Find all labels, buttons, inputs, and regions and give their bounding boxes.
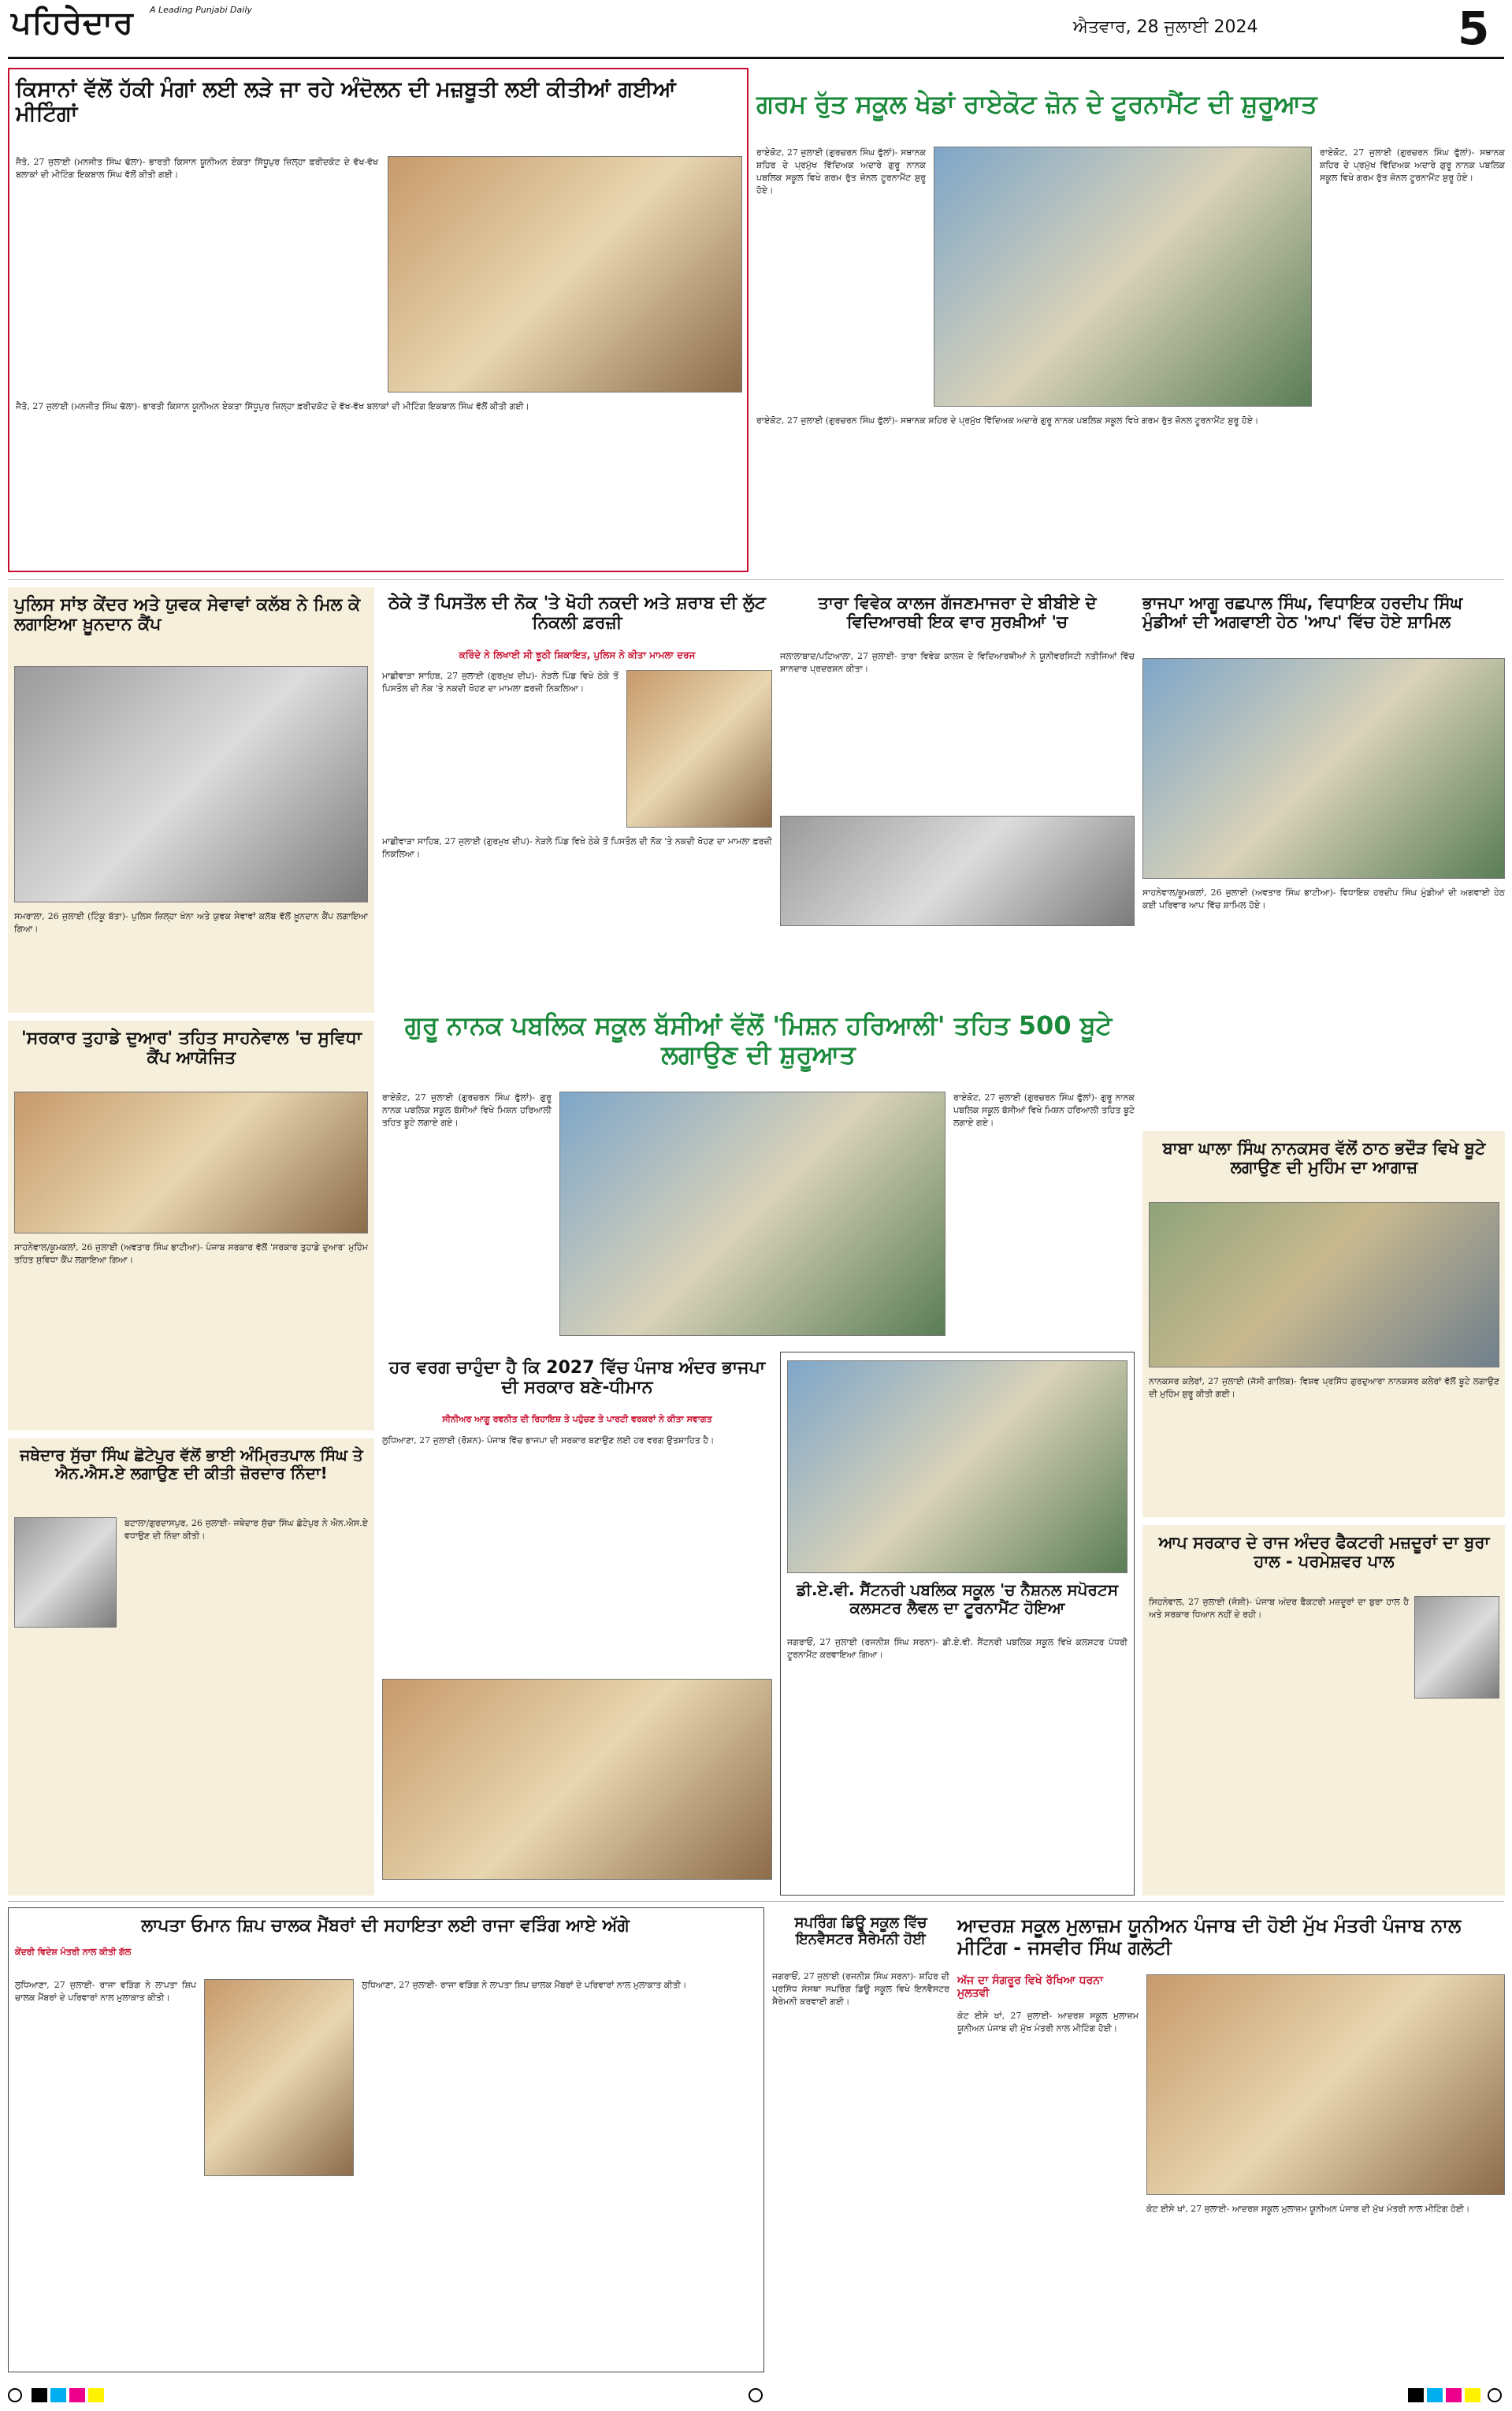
article-body: ਲੁਧਿਆਣਾ, 27 ਜੁਲਾਈ (ਰੋਸ਼ਨ)- ਪੰਜਾਬ ਵਿੱਚ ਭਾਜਪਾ ਦੀ ਸਰਕਾਰ ਬਣਾਉਣ ਲਈ ਹਰ ਵਰਗ ਉਤਸ਼ਾਹਿਤ ਹੈ। <box>382 1435 715 1445</box>
headline: ਕਿਸਾਨਾਂ ਵੱਲੋਂ ਹੱਕੀ ਮੰਗਾਂ ਲਈ ਲੜੇ ਜਾ ਰਹੇ ਅੰਦੋਲਨ ਦੀ ਮਜ਼ਬੂਤੀ ਲਈ ਕੀਤੀਆਂ ਗਈਆਂ ਮੀਟਿੰਗਾਂ <box>16 77 676 127</box>
article-spring-dew <box>772 1907 949 2372</box>
headline: ਪੁਲਿਸ ਸਾਂਝ ਕੇਂਦਰ ਅਤੇ ਯੁਵਕ ਸੇਵਾਵਾਂ ਕਲੱਬ ਨੇ ਮਿਲ ਕੇ ਲਗਾਇਆ ਖ਼ੂਨਦਾਨ ਕੈਂਪ <box>14 595 361 635</box>
headline: ਗੁਰੂ ਨਾਨਕ ਪਬਲਿਕ ਸਕੂਲ ਬੱਸੀਆਂ ਵੱਲੋਂ 'ਮਿਸ਼ਨ ਹਰਿਆਲੀ' ਤਹਿਤ 500 ਬੂਟੇ ਲਗਾਉਣ ਦੀ ਸ਼ੁਰੂਆਤ <box>404 1010 1113 1070</box>
article-body-continued: ਲੁਧਿਆਣਾ, 27 ਜੁਲਾਈ- ਰਾਜਾ ਵੜਿੰਗ ਨੇ ਲਾਪਤਾ ਸ਼ਿਪ ਚਾਲਕ ਮੈਂਬਰਾਂ ਦੇ ਪਰਿਵਾਰਾਂ ਨਾਲ ਮੁਲਾਕਾਤ ਕੀਤੀ। <box>362 1980 687 1990</box>
article-photo <box>1142 658 1505 879</box>
article-photo <box>204 1979 354 2176</box>
article-photo <box>382 1679 772 1880</box>
article-body: ਜਲਾਲਾਬਾਦ/ਪਟਿਆਲਾ, 27 ਜੁਲਾਈ- ਤਾਰਾ ਵਿਵੇਕ ਕਾਲਜ ਦੇ ਵਿਦਿਆਰਥੀਆਂ ਨੇ ਯੂਨੀਵਰਸਿਟੀ ਨਤੀਜਿਆਂ ਵਿੱਚ ਸ਼ਾਨਦਾਰ ਪ੍ਰਦਰਸ਼ਨ ਕੀਤਾ। <box>780 651 1135 674</box>
article-body-continued: ਜੈਤੋ, 27 ਜੁਲਾਈ (ਮਨਜੀਤ ਸਿੰਘ ਢੱਲਾ)- ਭਾਰਤੀ ਕਿਸਾਨ ਯੂਨੀਅਨ ਏਕਤਾ ਸਿੱਧੂਪੁਰ ਜ਼ਿਲ੍ਹਾ ਫ਼ਰੀਦਕੋਟ ਦੇ ਵੱਖ-ਵੱਖ ਬਲਾਕਾਂ ਦੀ ਮੀਟਿੰਗ ਇਕਬਾਲ ਸਿੰਘ ਵੱਲੋਂ ਕੀਤੀ ਗਈ। <box>16 401 529 411</box>
article-fake-robbery <box>382 587 772 997</box>
subhead: ਅੱਜ ਦਾ ਸੰਗਰੂਰ ਵਿਖੇ ਰੱਖਿਆ ਧਰਨਾ ਮੁਲਤਵੀ <box>957 1974 1103 2000</box>
article-bjp-to-aap <box>1142 587 1505 1123</box>
color-swatch <box>88 2388 104 2402</box>
headline: ਠੇਕੇ ਤੋਂ ਪਿਸਤੌਲ ਦੀ ਨੋਕ 'ਤੇ ਖੋਹੀ ਨਕਦੀ ਅਤੇ ਸ਼ਰਾਬ ਦੀ ਲੁੱਟ ਨਿਕਲੀ ਫ਼ਰਜ਼ੀ <box>388 593 766 634</box>
article-factory-workers <box>1142 1525 1505 1896</box>
article-body: ਮਾਛੀਵਾੜਾ ਸਾਹਿਬ, 27 ਜੁਲਾਈ (ਗੁਰਮੁਖ ਦੀਪ)- ਨੇੜਲੇ ਪਿੰਡ ਵਿਖੇ ਠੇਕੇ ਤੋਂ ਪਿਸਤੌਲ ਦੀ ਨੋਕ 'ਤੇ ਨਕਦੀ ਖੋਹਣ ਦਾ ਮਾਮਲਾ ਫ਼ਰਜ਼ੀ ਨਿਕਲਿਆ। <box>382 671 619 694</box>
article-body-side: ਰਾਏਕੋਟ, 27 ਜੁਲਾਈ (ਗੁਰਚਰਨ ਸਿੰਘ ਫੁੱਲਾਂ)- ਸਥਾਨਕ ਸ਼ਹਿਰ ਦੇ ਪ੍ਰਮੁੱਖ ਵਿੱਦਿਅਕ ਅਦਾਰੇ ਗੁਰੂ ਨਾਨਕ ਪਬਲਿਕ ਸਕੂਲ ਵਿਖੇ ਗਰਮ ਰੁੱਤ ਜ਼ੋਨਲ ਟੂਰਨਾਮੈਂਟ ਸ਼ੁਰੂ ਹੋਏ। <box>1320 147 1505 183</box>
masthead-logo: ਪਹਿਰੇਦਾਰ <box>11 5 134 41</box>
registration-mark-icon <box>1488 2388 1502 2402</box>
article-body: ਨਾਨਕਸਰ ਕਲੇਰਾਂ, 27 ਜੁਲਾਈ (ਜੱਸੀ ਗਾਲਿਬ)- ਵਿਸ਼ਵ ਪ੍ਰਸਿੱਧ ਗੁਰਦੁਆਰਾ ਨਾਨਕਸਰ ਕਲੇਰਾਂ ਵੱਲੋਂ ਬੂਟੇ ਲਗਾਉਣ ਦੀ ਮੁਹਿੰਮ ਸ਼ੁਰੂ ਕੀਤੀ ਗਈ। <box>1149 1376 1499 1399</box>
article-body: ਸਿਹਨੇਵਾਲ, 27 ਜੁਲਾਈ (ਜੋਸ਼ੀ)- ਪੰਜਾਬ ਅੰਦਰ ਫੈਕਟਰੀ ਮਜ਼ਦੂਰਾਂ ਦਾ ਬੁਰਾ ਹਾਲ ਹੈ ਅਤੇ ਸਰਕਾਰ ਧਿਆਨ ਨਹੀਂ ਦੇ ਰਹੀ। <box>1149 1597 1409 1620</box>
masthead-date: ਐਤਵਾਰ, 28 ਜੁਲਾਈ 2024 <box>1073 17 1258 37</box>
article-body-continued: ਰਾਏਕੋਟ, 27 ਜੁਲਾਈ (ਗੁਰਚਰਨ ਸਿੰਘ ਫੁੱਲਾਂ)- ਸਥਾਨਕ ਸ਼ਹਿਰ ਦੇ ਪ੍ਰਮੁੱਖ ਵਿੱਦਿਅਕ ਅਦਾਰੇ ਗੁਰੂ ਨਾਨਕ ਪਬਲਿਕ ਸਕੂਲ ਵਿਖੇ ਗਰਮ ਰੁੱਤ ਜ਼ੋਨਲ ਟੂਰਨਾਮੈਂਟ ਸ਼ੁਰੂ ਹੋਏ। <box>756 415 1259 426</box>
article-body: ਰਾਏਕੋਟ, 27 ਜੁਲਾਈ (ਗੁਰਚਰਨ ਸਿੰਘ ਫੁੱਲਾਂ)- ਗੁਰੂ ਨਾਨਕ ਪਬਲਿਕ ਸਕੂਲ ਬੱਸੀਆਂ ਵਿਖੇ ਮਿਸ਼ਨ ਹਰਿਆਲੀ ਤਹਿਤ ਬੂਟੇ ਲਗਾਏ ਗਏ। <box>382 1092 552 1128</box>
headline: ਲਾਪਤਾ ਓਮਾਨ ਸ਼ਿਪ ਚਾਲਕ ਮੈਂਬਰਾਂ ਦੀ ਸਹਾਇਤਾ ਲਈ ਰਾਜਾ ਵੜਿੰਗ ਆਏ ਅੱਗੇ <box>141 1916 630 1936</box>
headline: ਭਾਜਪਾ ਆਗੂ ਰਛਪਾਲ ਸਿੰਘ, ਵਿਧਾਇਕ ਹਰਦੀਪ ਸਿੰਘ ਮੁੰਡੀਆਂ ਦੀ ਅਗਵਾਈ ਹੇਠ 'ਆਪ' ਵਿੱਚ ਹੋਏ ਸ਼ਾਮਿਲ <box>1142 593 1463 632</box>
headline: ਡੀ.ਏ.ਵੀ. ਸੈਂਟਨਰੀ ਪਬਲਿਕ ਸਕੂਲ 'ਚ ਨੈਸ਼ਨਲ ਸਪੋਰਟਸ ਕਲਸਟਰ ਲੈਵਲ ਦਾ ਟੂਰਨਾਮੈਂਟ ਹੋਇਆ <box>796 1580 1119 1617</box>
article-bjp-2027 <box>382 1352 772 1888</box>
color-swatch <box>69 2388 85 2402</box>
article-photo <box>14 666 368 902</box>
page-number: 5 <box>1458 2 1490 55</box>
headline: ਜਥੇਦਾਰ ਸੁੱਚਾ ਸਿੰਘ ਛੋਟੇਪੁਰ ਵੱਲੋਂ ਭਾਈ ਅੰਮ੍ਰਿਤਪਾਲ ਸਿੰਘ ਤੇ ਐਨ.ਐਸ.ਏ ਲਗਾਉਣ ਦੀ ਕੀਤੀ ਜ਼ੋਰਦਾਰ ਨਿੰਦਾ! <box>20 1445 363 1483</box>
subhead: ਸੀਨੀਅਰ ਆਗੂ ਰਵਨੀਤ ਦੀ ਰਿਹਾਇਸ਼ ਤੇ ਪਹੁੰਚਣ ਤੇ ਪਾਰਟੀ ਵਰਕਰਾਂ ਨੇ ਕੀਤਾ ਸਵਾਗਤ <box>442 1414 712 1424</box>
subhead: ਕੇਂਦਰੀ ਵਿਦੇਸ਼ ਮੰਤਰੀ ਨਾਲ ਕੀਤੀ ਗੱਲ <box>15 1947 132 1957</box>
article-body: ਸਮਰਾਲਾ, 26 ਜੁਲਾਈ (ਟਿੰਕੂ ਬੱਤਾ)- ਪੁਲਿਸ ਜ਼ਿਲ੍ਹਾ ਖੰਨਾ ਅਤੇ ਯੁਵਕ ਸੇਵਾਵਾਂ ਕਲੱਬ ਵੱਲੋਂ ਖ਼ੂਨਦਾਨ ਕੈਂਪ ਲਗਾਇਆ ਗਿਆ। <box>14 911 368 934</box>
article-farmers-meeting <box>8 68 749 572</box>
article-body-continued: ਕੋਟ ਈਸੇ ਖਾਂ, 27 ਜੁਲਾਈ- ਆਦਰਸ਼ ਸਕੂਲ ਮੁਲਾਜ਼ਮ ਯੂਨੀਅਨ ਪੰਜਾਬ ਦੀ ਮੁੱਖ ਮੰਤਰੀ ਨਾਲ ਮੀਟਿੰਗ ਹੋਈ। <box>1146 2204 1470 2214</box>
article-photo <box>787 1360 1127 1573</box>
article-college-results <box>780 587 1135 934</box>
article-body: ਸਾਹਨੇਵਾਲ/ਕੂਮਕਲਾਂ, 26 ਜੁਲਾਈ (ਅਵਤਾਰ ਸਿੰਘ ਭਾਟੀਆ)- ਪੰਜਾਬ ਸਰਕਾਰ ਵੱਲੋਂ 'ਸਰਕਾਰ ਤੁਹਾਡੇ ਦੁਆਰ' ਮੁਹਿੰਮ ਤਹਿਤ ਸੁਵਿਧਾ ਕੈਂਪ ਲਗਾਇਆ ਗਿਆ। <box>14 1242 368 1265</box>
article-body-continued: ਮਾਛੀਵਾੜਾ ਸਾਹਿਬ, 27 ਜੁਲਾਈ (ਗੁਰਮੁਖ ਦੀਪ)- ਨੇੜਲੇ ਪਿੰਡ ਵਿਖੇ ਠੇਕੇ ਤੋਂ ਪਿਸਤੌਲ ਦੀ ਨੋਕ 'ਤੇ ਨਕਦੀ ਖੋਹਣ ਦਾ ਮਾਮਲਾ ਫ਼ਰਜ਼ੀ ਨਿਕਲਿਆ। <box>382 836 772 859</box>
color-swatch <box>1427 2388 1443 2402</box>
article-suvidha-camp <box>8 1021 374 1431</box>
color-swatch <box>32 2388 47 2402</box>
article-body: ਸਾਹਨੇਵਾਲ/ਕੂਮਕਲਾਂ, 26 ਜੁਲਾਈ (ਅਵਤਾਰ ਸਿੰਘ ਭਾਟੀਆ)- ਵਿਧਾਇਕ ਹਰਦੀਪ ਸਿੰਘ ਮੁੰਡੀਆਂ ਦੀ ਅਗਵਾਈ ਹੇਠ ਕਈ ਪਰਿਵਾਰ ਆਪ ਵਿੱਚ ਸ਼ਾਮਿਲ ਹੋਏ। <box>1142 887 1505 910</box>
article-chhotepur <box>8 1438 374 1896</box>
article-photo <box>1146 1974 1505 2195</box>
article-adarsh-school-union <box>957 1907 1505 2372</box>
color-swatch <box>1465 2388 1480 2402</box>
article-photo <box>934 147 1312 407</box>
article-body: ਲੁਧਿਆਣਾ, 27 ਜੁਲਾਈ- ਰਾਜਾ ਵੜਿੰਗ ਨੇ ਲਾਪਤਾ ਸ਼ਿਪ ਚਾਲਕ ਮੈਂਬਰਾਂ ਦੇ ਪਰਿਵਾਰਾਂ ਨਾਲ ਮੁਲਾਕਾਤ ਕੀਤੀ। <box>15 1980 196 2003</box>
article-body: ਰਾਏਕੋਟ, 27 ਜੁਲਾਈ (ਗੁਰਚਰਨ ਸਿੰਘ ਫੁੱਲਾਂ)- ਸਥਾਨਕ ਸ਼ਹਿਰ ਦੇ ਪ੍ਰਮੁੱਖ ਵਿੱਦਿਅਕ ਅਦਾਰੇ ਗੁਰੂ ਨਾਨਕ ਪਬਲਿਕ ਸਕੂਲ ਵਿਖੇ ਗਰਮ ਰੁੱਤ ਜ਼ੋਨਲ ਟੂਰਨਾਮੈਂਟ ਸ਼ੁਰੂ ਹੋਏ। <box>756 147 926 195</box>
headline: ਆਦਰਸ਼ ਸਕੂਲ ਮੁਲਾਜ਼ਮ ਯੂਨੀਅਨ ਪੰਜਾਬ ਦੀ ਹੋਈ ਮੁੱਖ ਮੰਤਰੀ ਪੰਜਾਬ ਨਾਲ ਮੀਟਿੰਗ - ਜਸਵੀਰ ਸਿੰਘ ਗਲੋਟੀ <box>957 1914 1462 1959</box>
article-body: ਜੈਤੋ, 27 ਜੁਲਾਈ (ਮਨਜੀਤ ਸਿੰਘ ਢੱਲਾ)- ਭਾਰਤੀ ਕਿਸਾਨ ਯੂਨੀਅਨ ਏਕਤਾ ਸਿੱਧੂਪੁਰ ਜ਼ਿਲ੍ਹਾ ਫ਼ਰੀਦਕੋਟ ਦੇ ਵੱਖ-ਵੱਖ ਬਲਾਕਾਂ ਦੀ ਮੀਟਿੰਗ ਇਕਬਾਲ ਸਿੰਘ ਵੱਲੋਂ ਕੀਤੀ ਗਈ। <box>16 157 378 180</box>
headline: ਬਾਬਾ ਘਾਲਾ ਸਿੰਘ ਨਾਨਕਸਰ ਵੱਲੋਂ ਠਾਠ ਭਦੌੜ ਵਿਖੇ ਬੂਟੇ ਲਗਾਉਣ ਦੀ ਮੁਹਿੰਮ ਦਾ ਆਗਾਜ਼ <box>1162 1139 1486 1178</box>
article-photo <box>559 1092 945 1336</box>
headline: ਸਪਰਿੰਗ ਡਿਊ ਸਕੂਲ ਵਿੱਚ ਇਨਵੈਸਟਰ ਸੈਰੇਮਨੀ ਹੋਈ <box>794 1914 927 1948</box>
portrait-photo <box>14 1517 117 1628</box>
subhead: ਕਰਿੰਦੇ ਨੇ ਲਿਖਾਈ ਸੀ ਝੂਠੀ ਸ਼ਿਕਾਇਤ, ਪੁਲਿਸ ਨੇ ਕੀਤਾ ਮਾਮਲਾ ਦਰਜ <box>459 649 696 660</box>
headline: ਤਾਰਾ ਵਿਵੇਕ ਕਾਲਜ ਗੱਜਣਮਾਜਰਾ ਦੇ ਬੀਬੀਏ ਦੇ ਵਿਦਿਆਰਥੀ ਇਕ ਵਾਰ ਸੁਰਖ਼ੀਆਂ 'ਚ <box>818 593 1097 632</box>
portrait-photo <box>1414 1596 1499 1698</box>
article-blood-camp <box>8 587 374 1013</box>
article-photo <box>1149 1202 1499 1367</box>
article-body: ਜਗਰਾਓਂ, 27 ਜੁਲਾਈ (ਰਜਨੀਸ਼ ਸਿੰਘ ਸਰਨਾ)- ਡੀ.ਏ.ਵੀ. ਸੈਂਟਨਰੀ ਪਬਲਿਕ ਸਕੂਲ ਵਿਖੇ ਕਲਸਟਰ ਪੱਧਰੀ ਟੂਰਨਾਮੈਂਟ ਕਰਵਾਇਆ ਗਿਆ। <box>787 1637 1127 1660</box>
color-registration-bar <box>8 2388 1504 2404</box>
headline: ਆਪ ਸਰਕਾਰ ਦੇ ਰਾਜ ਅੰਦਰ ਫੈਕਟਰੀ ਮਜ਼ਦੂਰਾਂ ਦਾ ਬੁਰਾ ਹਾਲ - ਪਰਮੇਸ਼ਵਰ ਪਾਲ <box>1158 1533 1490 1572</box>
color-swatch <box>1446 2388 1462 2402</box>
masthead-rule <box>8 57 1504 59</box>
article-body: ਜਗਰਾਓਂ, 27 ਜੁਲਾਈ (ਰਜਨੀਸ਼ ਸਿੰਘ ਸਰਨਾ)- ਸ਼ਹਿਰ ਦੀ ਪ੍ਰਸਿੱਧ ਸੰਸਥਾ ਸਪਰਿੰਗ ਡਿਊ ਸਕੂਲ ਵਿਖੇ ਇਨਵੈਸਟਰ ਸੈਰੇਮਨੀ ਕਰਵਾਈ ਗਈ। <box>772 1971 949 2007</box>
student-photos <box>780 816 1135 926</box>
headline: 'ਸਰਕਾਰ ਤੁਹਾਡੇ ਦੁਆਰ' ਤਹਿਤ ਸਾਹਨੇਵਾਲ 'ਚ ਸੁਵਿਧਾ ਕੈਂਪ ਆਯੋਜਿਤ <box>20 1029 362 1069</box>
article-photo <box>626 670 772 828</box>
article-body: ਕੋਟ ਈਸੇ ਖਾਂ, 27 ਜੁਲਾਈ- ਆਦਰਸ਼ ਸਕੂਲ ਮੁਲਾਜ਼ਮ ਯੂਨੀਅਨ ਪੰਜਾਬ ਦੀ ਮੁੱਖ ਮੰਤਰੀ ਨਾਲ ਮੀਟਿੰਗ ਹੋਈ। <box>957 2011 1139 2033</box>
article-photo <box>14 1092 368 1233</box>
color-swatch <box>50 2388 66 2402</box>
registration-mark-icon <box>749 2388 763 2402</box>
masthead-tagline: A Leading Punjabi Daily <box>150 5 252 15</box>
registration-mark-icon <box>8 2388 22 2402</box>
article-body-side: ਰਾਏਕੋਟ, 27 ਜੁਲਾਈ (ਗੁਰਚਰਨ ਸਿੰਘ ਫੁੱਲਾਂ)- ਗੁਰੂ ਨਾਨਕ ਪਬਲਿਕ ਸਕੂਲ ਬੱਸੀਆਂ ਵਿਖੇ ਮਿਸ਼ਨ ਹਰਿਆਲੀ ਤਹਿਤ ਬੂਟੇ ਲਗਾਏ ਗਏ। <box>953 1092 1135 1128</box>
row-divider <box>8 1901 1504 1902</box>
article-mission-hariyali <box>382 1005 1135 1344</box>
article-school-sports <box>756 68 1505 572</box>
color-swatch <box>1408 2388 1424 2402</box>
headline: ਗਰਮ ਰੁੱਤ ਸਕੂਲ ਖੇਡਾਂ ਰਾਏਕੋਟ ਜ਼ੋਨ ਦੇ ਟੂਰਨਾਮੈਂਟ ਦੀ ਸ਼ੁਰੂਆਤ <box>756 89 1317 119</box>
row-divider <box>8 579 1504 580</box>
headline: ਹਰ ਵਰਗ ਚਾਹੁੰਦਾ ਹੈ ਕਿ 2027 ਵਿੱਚ ਪੰਜਾਬ ਅੰਦਰ ਭਾਜਪਾ ਦੀ ਸਰਕਾਰ ਬਣੇ-ਧੀਮਾਨ <box>388 1358 766 1398</box>
article-body: ਬਟਾਲਾ/ਗੁਰਦਾਸਪੁਰ, 26 ਜੁਲਾਈ- ਜਥੇਦਾਰ ਸੁੱਚਾ ਸਿੰਘ ਛੋਟੇਪੁਰ ਨੇ ਐਨ.ਐਸ.ਏ ਵਧਾਉਣ ਦੀ ਨਿੰਦਾ ਕੀਤੀ। <box>124 1518 368 1541</box>
article-oman-ship <box>8 1907 764 2372</box>
article-photo <box>388 156 742 393</box>
article-dav-tournament <box>780 1352 1135 1896</box>
article-tree-plantation <box>1142 1131 1505 1517</box>
